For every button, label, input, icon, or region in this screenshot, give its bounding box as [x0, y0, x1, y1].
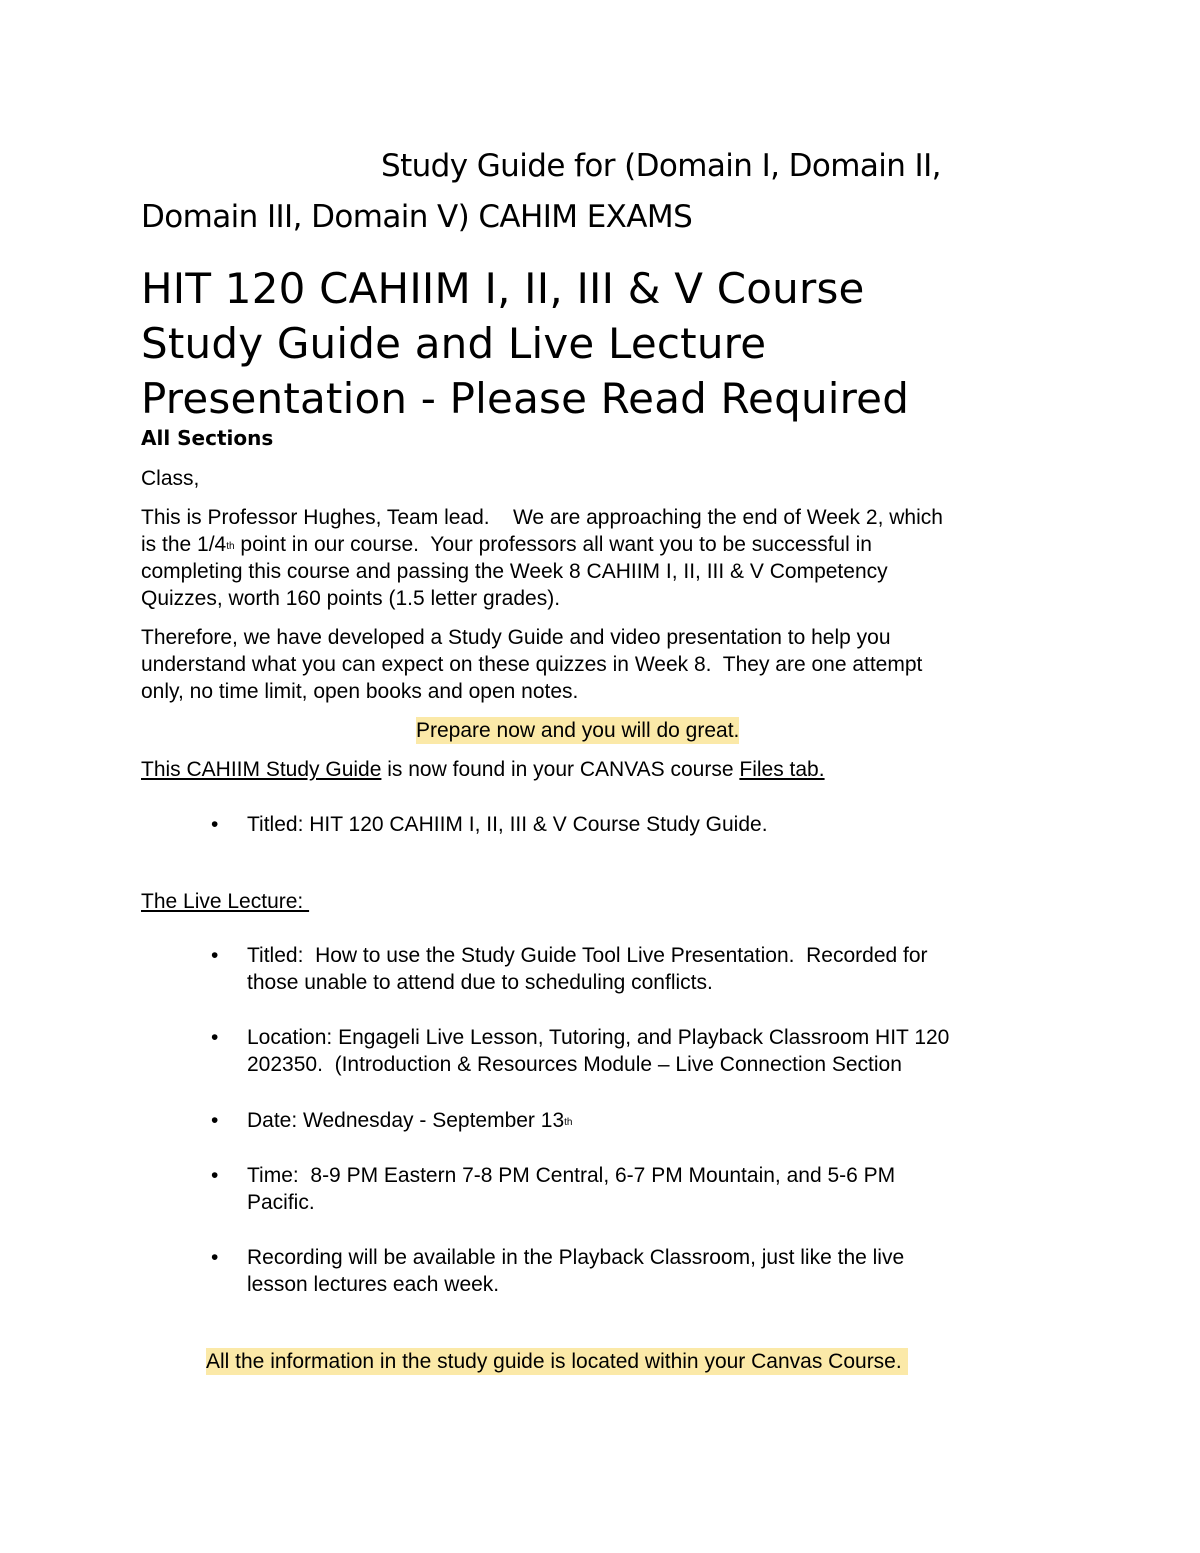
- paragraph-1-line-4: Quizzes, worth 160 points (1.5 letter grades).: [141, 587, 561, 610]
- ordinal-suffix: th: [564, 1117, 573, 1128]
- bullet-icon: •: [211, 813, 219, 836]
- heading-line-3: Presentation - Please Read Required: [141, 374, 910, 423]
- bullet-icon: •: [211, 944, 219, 967]
- paragraph-2-line-2: understand what you can expect on these quizzes in Week 8. They are one attempt: [141, 653, 923, 676]
- bullet-icon: •: [211, 1026, 219, 1049]
- paragraph-1-line-1: This is Professor Hughes, Team lead. We are approaching the end of Week 2, which: [141, 506, 943, 529]
- bullet-titled-line-2: those unable to attend due to scheduling conflicts.: [247, 971, 713, 994]
- live-lecture-heading: The Live Lecture:: [141, 890, 310, 913]
- bullet-icon: •: [211, 1164, 219, 1187]
- study-guide-link[interactable]: This CAHIIM Study Guide: [141, 758, 382, 781]
- files-line: This CAHIIM Study Guide is now found in your CANVAS course Files tab.: [141, 758, 825, 781]
- heading-line-2: Study Guide and Live Lecture: [141, 319, 767, 368]
- paragraph-2-line-3: only, no time limit, open books and open notes.: [141, 680, 579, 703]
- bullet-icon: •: [211, 1109, 219, 1132]
- bullet-icon: •: [211, 1246, 219, 1269]
- heading-line-1: HIT 120 CAHIIM I, II, III & V Course: [141, 264, 865, 313]
- bullet-date: Date: Wednesday - September 13th: [247, 1109, 573, 1132]
- paragraph-1-line-2: is the 1/4th point in our course. Your professors all want you to be successful in: [141, 533, 872, 556]
- bullet-time-line-1: Time: 8-9 PM Eastern 7-8 PM Central, 6-7 PM Mountain, and 5-6 PM: [247, 1164, 896, 1187]
- files-tab-link[interactable]: Files tab.: [739, 758, 825, 781]
- title-line-1: Study Guide for (Domain I, Domain II,: [381, 148, 941, 184]
- paragraph-2-line-1: Therefore, we have developed a Study Guide and video presentation to help you: [141, 626, 891, 649]
- greeting: Class,: [141, 467, 200, 490]
- bullet-time-line-2: Pacific.: [247, 1191, 315, 1214]
- sections-subheading: All Sections: [141, 426, 274, 450]
- bullet-titled-line-1: Titled: How to use the Study Guide Tool Live Presentation. Recorded for: [247, 944, 928, 967]
- bullet-location-line-1: Location: Engageli Live Lesson, Tutoring, and Playback Classroom HIT 120: [247, 1026, 950, 1049]
- ordinal-suffix: th: [226, 541, 235, 552]
- bullet-study-guide: Titled: HIT 120 CAHIIM I, II, III & V Course Study Guide.: [247, 813, 768, 836]
- highlight-prepare: Prepare now and you will do great.: [416, 719, 740, 742]
- paragraph-1-line-3: completing this course and passing the Week 8 CAHIIM I, II, III & V Competency: [141, 560, 888, 583]
- bullet-recording-line-1: Recording will be available in the Playback Classroom, just like the live: [247, 1246, 905, 1269]
- bullet-recording-line-2: lesson lectures each week.: [247, 1273, 500, 1296]
- bullet-location-line-2: 202350. (Introduction & Resources Module – Live Connection Section: [247, 1053, 902, 1076]
- highlight-canvas-info: All the information in the study guide is located within your Canvas Course.: [206, 1350, 908, 1373]
- title-line-2: Domain III, Domain V) CAHIM EXAMS: [141, 199, 693, 235]
